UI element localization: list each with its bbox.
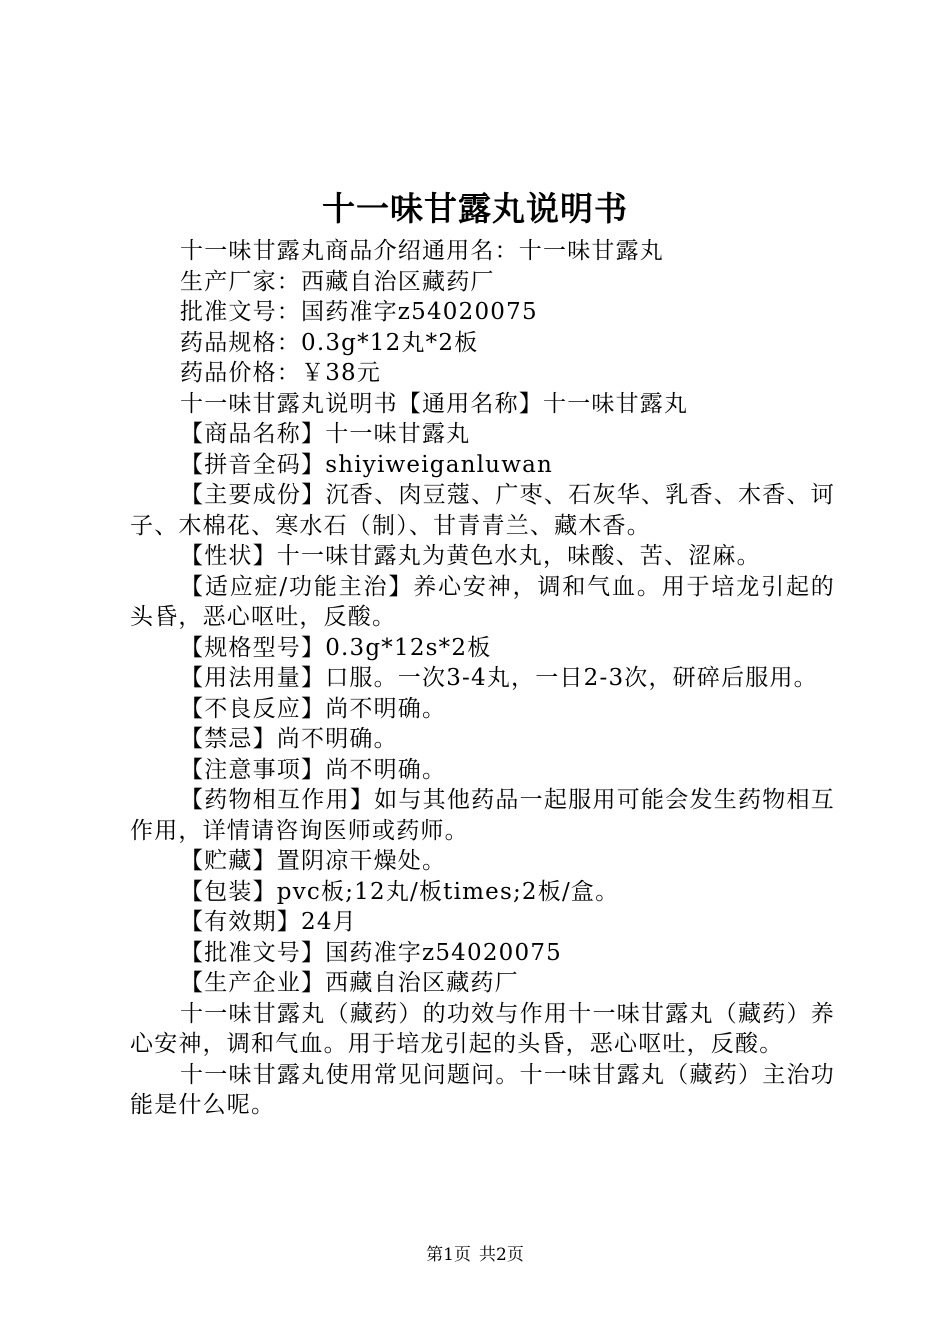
paragraph: 【包装】pvc板;12丸/板times;2板/盒。 [180,878,620,905]
paragraph: 十一味甘露丸商品介绍通用名：十一味甘露丸 [180,238,664,264]
paragraph: 【拼音全码】shiyiweiganluwan [180,451,554,478]
paragraph: 十一味甘露丸（藏药）的功效与作用十一味甘露丸（藏药）养心安神，调和气血。用于培龙引起的头昏，恶心呕吐，反酸。 [130,1000,835,1057]
page-footer [0,1244,950,1266]
paragraph: 药品规格：0.3g*12丸*2板 [180,329,479,356]
paragraph: 【性状】十一味甘露丸为黄色水丸，味酸、苦、涩麻。 [180,543,761,569]
paragraph: 生产厂家：西藏自治区藏药厂 [180,268,495,295]
paragraph: 【批准文号】国药准字z54020075 [180,939,562,966]
paragraph: 【主要成份】沉香、肉豆蔻、广枣、石灰华、乳香、木香、诃子、木棉花、寒水石（制）、甘青青兰、藏木香。 [130,482,835,539]
paragraph: 【注意事项】尚不明确。 [180,756,447,783]
page-number: 第1页 [426,1245,471,1265]
paragraph: 【药物相互作用】如与其他药品一起服用可能会发生药物相互作用，详情请咨询医师或药师。 [130,787,835,844]
paragraph: 【用法用量】口服。一次3-4丸，一日2-3次，研碎后服用。 [180,665,818,691]
document-body [130,236,835,1121]
document-title: 十一味甘露丸说明书 [322,189,628,228]
paragraph: 【有效期】24月 [180,909,357,935]
paragraph: 【适应症/功能主治】养心安神，调和气血。用于培龙引起的头昏，恶心呕吐，反酸。 [130,573,835,630]
paragraph: 【不良反应】尚不明确。 [180,695,447,722]
paragraph: 【贮藏】置阴凉干燥处。 [180,848,447,874]
paragraph: 【生产企业】西藏自治区藏药厂 [180,970,519,996]
page-total: 共2页 [479,1245,524,1265]
paragraph: 药品价格：￥38元 [180,360,382,386]
paragraph: 【禁忌】尚不明确。 [180,726,398,752]
paragraph: 【规格型号】0.3g*12s*2板 [180,634,492,661]
paragraph: 批准文号：国药准字z54020075 [180,299,538,325]
paragraph: 十一味甘露丸使用常见问题问。十一味甘露丸（藏药）主治功能是什么呢。 [130,1061,835,1118]
paragraph: 十一味甘露丸说明书【通用名称】十一味甘露丸 [180,390,689,417]
paragraph: 【商品名称】十一味甘露丸 [180,421,471,447]
